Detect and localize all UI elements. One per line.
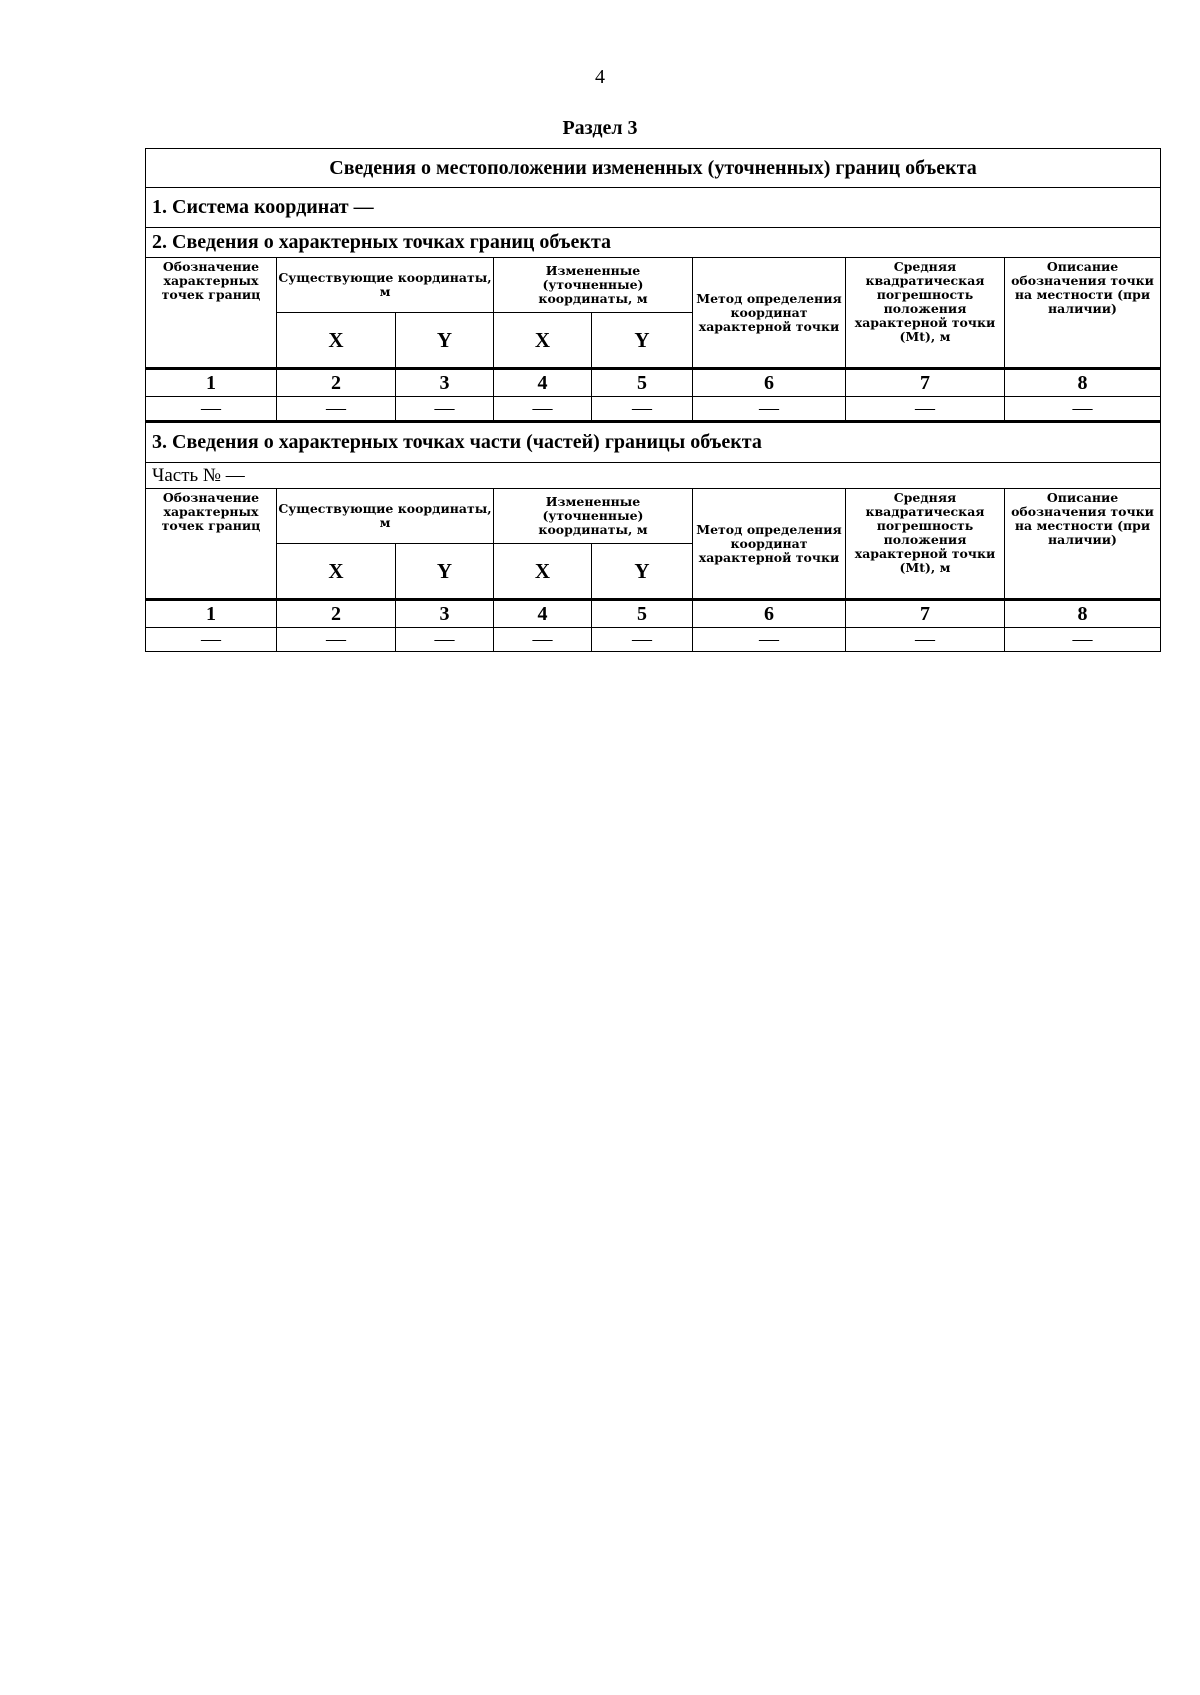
- table-cell: —: [396, 397, 494, 422]
- table-title: Сведения о местоположении измененных (уточненных) границ объекта: [146, 149, 1161, 188]
- column-number: 6: [693, 369, 846, 397]
- header-existing-x: X: [277, 313, 396, 369]
- column-number: 4: [494, 600, 592, 628]
- column-number: 8: [1005, 369, 1161, 397]
- table-cell: —: [846, 397, 1005, 422]
- boundary-points-title: 2. Сведения о характерных точках границ объекта: [146, 228, 1161, 258]
- table-cell: —: [277, 397, 396, 422]
- header-point-designation: Обозначение характерных точек границ: [146, 489, 277, 600]
- header-existing-y: Y: [396, 544, 494, 600]
- table-cell: —: [693, 628, 846, 652]
- table-cell: —: [146, 628, 277, 652]
- section-title: Раздел 3: [562, 117, 638, 139]
- column-number: 2: [277, 600, 396, 628]
- column-number: 7: [846, 369, 1005, 397]
- header-point-designation: Обозначение характерных точек границ: [146, 258, 277, 369]
- column-number: 3: [396, 369, 494, 397]
- page-number: 4: [595, 66, 605, 88]
- column-number: 5: [592, 369, 693, 397]
- table-cell: —: [1005, 628, 1161, 652]
- header-existing-coordinates: Существующие координаты, м: [277, 258, 494, 313]
- column-numbers-row: [146, 369, 1161, 397]
- header-method: Метод определения координат характерной точки: [693, 258, 846, 369]
- table-cell: —: [592, 397, 693, 422]
- table-cell: —: [146, 397, 277, 422]
- table-row: [146, 628, 1161, 652]
- column-number: 6: [693, 600, 846, 628]
- boundary-table: [145, 148, 1161, 652]
- header-existing-coordinates: Существующие координаты, м: [277, 489, 494, 544]
- table-row: [146, 397, 1161, 422]
- table-cell: —: [494, 397, 592, 422]
- column-number: 1: [146, 600, 277, 628]
- column-number: 7: [846, 600, 1005, 628]
- header-mean-square-error: Средняя квадратическая погрешность положения характерной точки (Mt), м: [846, 258, 1005, 369]
- column-number: 4: [494, 369, 592, 397]
- column-numbers-row: [146, 600, 1161, 628]
- header-mean-square-error: Средняя квадратическая погрешность положения характерной точки (Mt), м: [846, 489, 1005, 600]
- table-cell: —: [494, 628, 592, 652]
- table-cell: —: [396, 628, 494, 652]
- header-changed-x: X: [494, 313, 592, 369]
- header-existing-x: X: [277, 544, 396, 600]
- header-changed-coordinates: Измененные (уточненные) координаты, м: [494, 489, 693, 544]
- column-number: 2: [277, 369, 396, 397]
- header-point-description: Описание обозначения точки на местности (при наличии): [1005, 258, 1161, 369]
- column-number: 1: [146, 369, 277, 397]
- table-cell: —: [592, 628, 693, 652]
- table-cell: —: [693, 397, 846, 422]
- table-cell: —: [277, 628, 396, 652]
- coordinate-system-row: 1. Система координат —: [146, 188, 1161, 228]
- header-changed-x: X: [494, 544, 592, 600]
- header-point-description: Описание обозначения точки на местности (при наличии): [1005, 489, 1161, 600]
- header-changed-coordinates: Измененные (уточненные) координаты, м: [494, 258, 693, 313]
- header-method: Метод определения координат характерной точки: [693, 489, 846, 600]
- header-changed-y: Y: [592, 313, 693, 369]
- column-number: 8: [1005, 600, 1161, 628]
- header-existing-y: Y: [396, 313, 494, 369]
- column-number: 3: [396, 600, 494, 628]
- header-changed-y: Y: [592, 544, 693, 600]
- part-points-title: 3. Сведения о характерных точках части (частей) границы объекта: [146, 422, 1161, 463]
- column-number: 5: [592, 600, 693, 628]
- part-number-label: Часть № —: [146, 463, 1161, 489]
- table-cell: —: [1005, 397, 1161, 422]
- table-cell: —: [846, 628, 1005, 652]
